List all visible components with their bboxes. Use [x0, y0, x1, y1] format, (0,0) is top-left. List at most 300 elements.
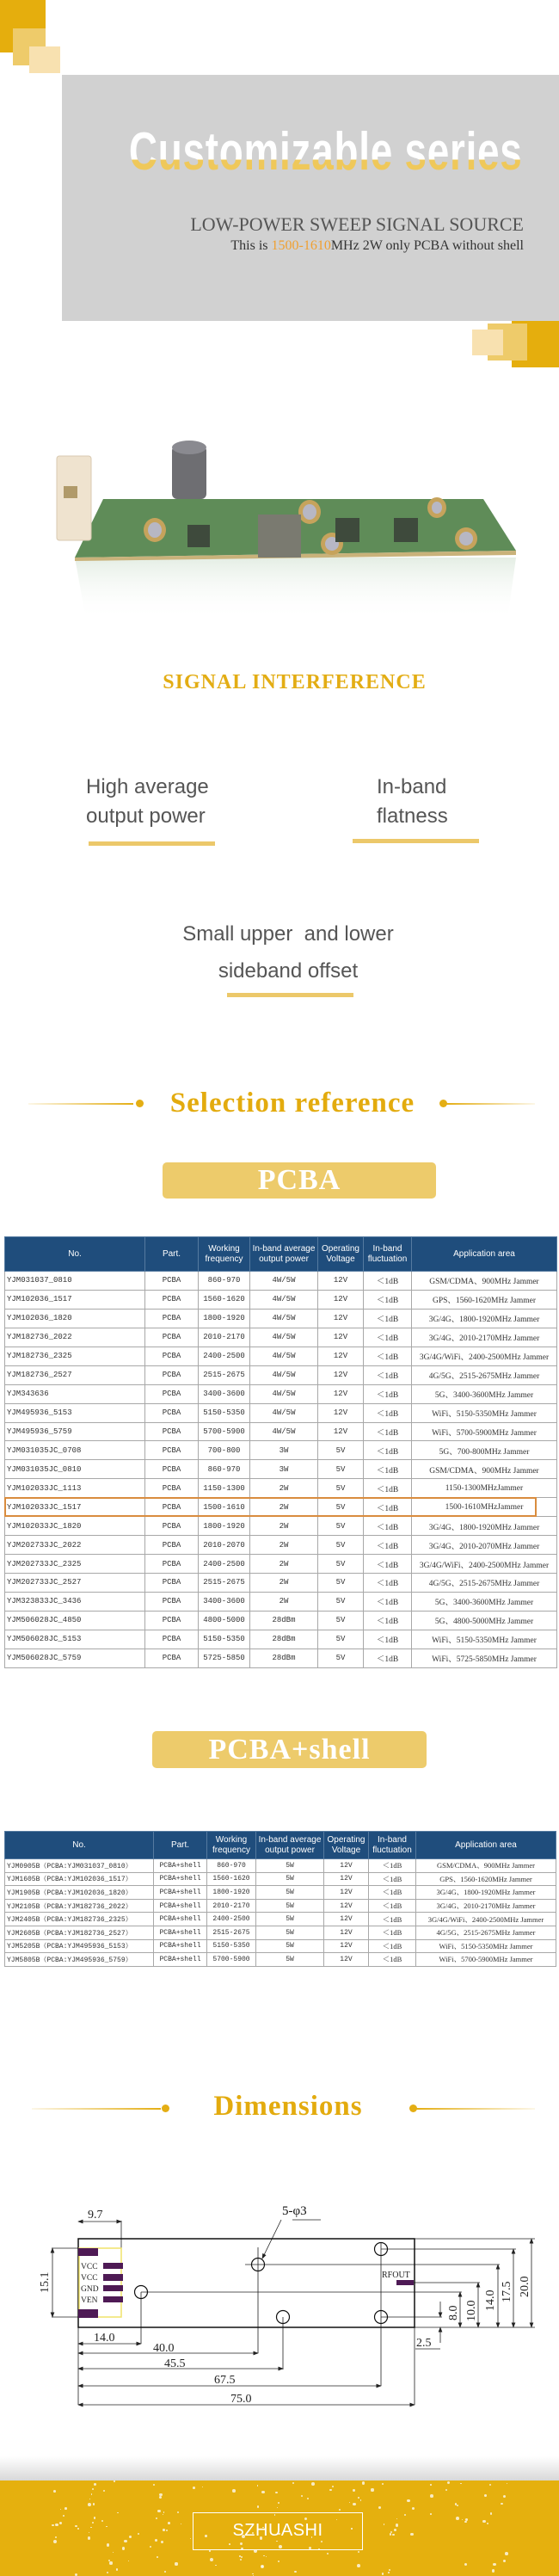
divider-right	[416, 2108, 535, 2110]
sparkle	[103, 2490, 105, 2492]
dimension-drawing	[0, 2185, 559, 2413]
cell-model-no: YJM2605B（PCBA:YJM182736_2527）	[5, 1926, 154, 1939]
mounting-holes	[135, 2243, 388, 2324]
sparkle	[129, 2536, 132, 2538]
cell-frequency: 1560-1620	[207, 1872, 256, 1886]
cell-model-no: YJM343636	[5, 1384, 145, 1403]
shield-can	[258, 515, 301, 558]
cell-fluctuation: ＜1dB	[364, 1422, 412, 1441]
sparkle	[240, 2559, 242, 2561]
cell-voltage: 12V	[324, 1899, 369, 1913]
cell-voltage: 5V	[318, 1574, 364, 1593]
sparkle	[155, 2539, 157, 2542]
sparkle	[75, 2573, 78, 2576]
column-header: Operating Voltage	[324, 1832, 369, 1859]
sparkle	[389, 2569, 390, 2571]
cell-part: PCBA	[145, 1460, 199, 1479]
sparkle	[278, 2502, 280, 2504]
sparkle	[329, 2489, 331, 2491]
column-header: In-band fluctuation	[364, 1237, 412, 1272]
cell-power: 2W	[250, 1592, 318, 1611]
brand-logo: SZHUASHI	[193, 2512, 363, 2550]
sparkle	[307, 2498, 309, 2499]
dim-label: 75.0	[230, 2393, 252, 2406]
column-header: No.	[5, 1832, 154, 1859]
cell-model-no: YJM0905B（PCBA:YJM031037_0810）	[5, 1859, 154, 1873]
cell-power: 4W/5W	[250, 1309, 318, 1328]
dim-label: 14.0	[484, 2289, 497, 2311]
sparkle	[209, 2550, 211, 2552]
sparkle	[94, 2483, 95, 2485]
table-row	[5, 1953, 556, 1967]
pin-label: VCC	[81, 2263, 98, 2271]
divider-right	[445, 1103, 535, 1105]
cell-fluctuation: ＜1dB	[364, 1517, 412, 1536]
cell-part: PCBA	[145, 1479, 199, 1498]
cell-frequency: 2400-2500	[199, 1555, 250, 1574]
sparkle	[456, 2517, 459, 2520]
sparkle	[275, 2492, 278, 2494]
pcba-product-image	[52, 430, 533, 628]
cell-voltage: 5V	[318, 1517, 364, 1536]
table-row	[5, 1517, 557, 1536]
cell-model-no: YJM2105B（PCBA:YJM182736_2022）	[5, 1899, 154, 1913]
cell-power: 2W	[250, 1498, 318, 1517]
sparkle	[94, 2517, 95, 2518]
sparkle	[241, 2556, 243, 2558]
table-row	[5, 1859, 556, 1873]
cell-application: GSM/CDMA、900MHz Jammer	[412, 1272, 557, 1291]
sparkle	[53, 2540, 57, 2543]
column-header: No.	[5, 1237, 145, 1272]
cell-fluctuation: ＜1dB	[364, 1555, 412, 1574]
cell-power: 28dBm	[250, 1611, 318, 1630]
cell-fluctuation: ＜1dB	[369, 1953, 416, 1967]
dim-label: 2.5	[416, 2337, 432, 2350]
cell-application: 5G、4800-5000MHz Jammer	[412, 1611, 557, 1630]
cell-power: 4W/5W	[250, 1384, 318, 1403]
sparkle	[113, 2552, 114, 2553]
sparkle	[339, 2509, 341, 2511]
cell-frequency: 1500-1610	[199, 1498, 250, 1517]
rfout-label: RFOUT	[382, 2271, 410, 2280]
cell-part: PCBA	[145, 1403, 199, 1422]
sparkle	[378, 2506, 381, 2509]
sparkle	[210, 2558, 213, 2561]
sparkle	[278, 2561, 280, 2562]
cell-power: 4W/5W	[250, 1422, 318, 1441]
sparkle	[493, 2563, 496, 2567]
cell-fluctuation: ＜1dB	[364, 1384, 412, 1403]
cell-part: PCBA	[145, 1592, 199, 1611]
cell-application: WiFi、5725-5850MHz Jammer	[412, 1649, 557, 1667]
cell-application: 3G/4G、2010-2170MHz Jammer	[416, 1899, 556, 1913]
pin-labels	[81, 2263, 99, 2305]
cell-frequency: 860-970	[199, 1460, 250, 1479]
sparkle	[311, 2482, 315, 2486]
cell-model-no: YJM182736_2325	[5, 1347, 145, 1365]
sparkle	[462, 2519, 463, 2520]
sparkle	[447, 2481, 450, 2484]
cell-frequency: 1800-1920	[199, 1309, 250, 1328]
cell-power: 2W	[250, 1574, 318, 1593]
cell-power: 5W	[256, 1886, 324, 1900]
sparkle	[107, 2543, 110, 2547]
cell-frequency: 5150-5350	[199, 1403, 250, 1422]
cell-voltage: 12V	[318, 1384, 364, 1403]
sparkle	[122, 2547, 125, 2549]
cell-application: 3G/4G、1800-1920MHz Jammer	[416, 1886, 556, 1900]
feature-underline	[353, 839, 479, 843]
cell-power: 28dBm	[250, 1630, 318, 1649]
cell-voltage: 12V	[318, 1290, 364, 1309]
sparkle	[168, 2522, 170, 2524]
sparkle	[349, 2502, 350, 2503]
column-header: Application area	[412, 1237, 557, 1272]
cell-model-no: YJM506028JC_5153	[5, 1630, 145, 1649]
sparkle	[404, 2514, 406, 2516]
hero-banner	[62, 75, 559, 321]
cell-frequency: 1560-1620	[199, 1290, 250, 1309]
cell-frequency: 5150-5350	[207, 1939, 256, 1953]
sparkle	[445, 2489, 447, 2491]
cell-part: PCBA+shell	[154, 1872, 207, 1886]
feature-underline	[89, 841, 215, 846]
cell-fluctuation: ＜1dB	[369, 1899, 416, 1913]
cell-part: PCBA	[145, 1574, 199, 1593]
cell-frequency: 860-970	[207, 1859, 256, 1873]
hero-title: Customizable series	[129, 122, 523, 182]
sparkle	[124, 2540, 127, 2543]
cell-frequency: 1800-1920	[207, 1886, 256, 1900]
sparkle	[503, 2495, 506, 2498]
cell-frequency: 5700-5900	[207, 1953, 256, 1967]
cell-voltage: 12V	[324, 1913, 369, 1926]
cell-frequency: 2515-2675	[207, 1926, 256, 1939]
table-row	[5, 1939, 556, 1953]
sparkle	[159, 2493, 162, 2496]
cell-model-no: YJM102036_1517	[5, 1290, 145, 1309]
table-row	[5, 1422, 557, 1441]
cell-fluctuation: ＜1dB	[364, 1498, 412, 1517]
table-row	[5, 1479, 557, 1498]
sparkle	[63, 2515, 64, 2517]
cell-fluctuation: ＜1dB	[364, 1460, 412, 1479]
column-header: Operating Voltage	[318, 1237, 364, 1272]
column-header: In-band fluctuation	[369, 1832, 416, 1859]
column-header: Part.	[154, 1832, 207, 1859]
cell-power: 5W	[256, 1939, 324, 1953]
divider-left	[32, 2108, 161, 2110]
table-row	[5, 1886, 556, 1900]
cell-voltage: 12V	[318, 1365, 364, 1384]
cell-model-no: YJM182736_2527	[5, 1365, 145, 1384]
cell-power: 4W/5W	[250, 1290, 318, 1309]
desc-frequency: 1500-1610	[271, 238, 331, 253]
cell-model-no: YJM102033JC_1517	[5, 1498, 145, 1517]
sparkle	[390, 2531, 393, 2534]
cell-voltage: 5V	[318, 1592, 364, 1611]
cell-frequency: 2515-2675	[199, 1574, 250, 1593]
cell-application: GPS、1560-1620MHz Jammer	[412, 1290, 557, 1309]
board-outline	[78, 2239, 415, 2327]
sparkle	[60, 2509, 62, 2511]
table-header-row	[5, 1832, 556, 1859]
sparkle	[396, 2524, 399, 2527]
cell-application: 1150-1300MHzJammer	[412, 1479, 557, 1498]
cell-model-no: YJM1905B（PCBA:YJM102036_1820）	[5, 1886, 154, 1900]
cell-part: PCBA	[145, 1441, 199, 1460]
sparkle	[266, 2556, 267, 2557]
cell-frequency: 1800-1920	[199, 1517, 250, 1536]
sparkle	[108, 2560, 110, 2561]
table-row	[5, 1872, 556, 1886]
sparkle	[164, 2571, 166, 2573]
sparkle	[90, 2527, 91, 2528]
sparkle	[106, 2526, 108, 2528]
cell-frequency: 4800-5000	[199, 1611, 250, 1630]
feature-underline	[227, 993, 353, 997]
sparkle	[394, 2529, 396, 2531]
sparkle	[150, 2546, 151, 2548]
sparkle	[357, 2564, 360, 2567]
sparkle	[232, 2489, 236, 2493]
dim-label: 40.0	[153, 2342, 175, 2355]
sparkle	[109, 2561, 112, 2564]
sparkle	[430, 2494, 433, 2498]
table-row	[5, 1290, 557, 1309]
cell-fluctuation: ＜1dB	[364, 1365, 412, 1384]
sparkle	[138, 2533, 139, 2535]
cell-fluctuation: ＜1dB	[364, 1290, 412, 1309]
desc-suffix: MHz 2W only PCBA without shell	[330, 238, 524, 253]
cell-part: PCBA	[145, 1290, 199, 1309]
cell-fluctuation: ＜1dB	[364, 1272, 412, 1291]
dim-label: 8.0	[447, 2305, 460, 2320]
feature-line: output power	[86, 804, 206, 828]
cell-voltage: 12V	[324, 1886, 369, 1900]
cell-fluctuation: ＜1dB	[369, 1872, 416, 1886]
dim-label: 67.5	[214, 2374, 236, 2387]
sparkle	[382, 2483, 384, 2485]
cell-power: 4W/5W	[250, 1272, 318, 1291]
cell-frequency: 3400-3600	[199, 1592, 250, 1611]
sparkle	[503, 2560, 506, 2562]
cell-application: 3G/4G/WiFi、2400-2500MHz Jammer	[412, 1347, 557, 1365]
cell-voltage: 12V	[324, 1953, 369, 1967]
cell-voltage: 12V	[318, 1422, 364, 1441]
cell-model-no: YJM031037_0810	[5, 1272, 145, 1291]
sparkle	[484, 2494, 487, 2497]
pin-label: GND	[81, 2285, 99, 2294]
cell-frequency: 2400-2500	[207, 1913, 256, 1926]
cell-power: 28dBm	[250, 1649, 318, 1667]
sparkle	[430, 2484, 432, 2486]
cell-fluctuation: ＜1dB	[364, 1574, 412, 1593]
cell-model-no: YJM102033JC_1113	[5, 1479, 145, 1498]
table-row	[5, 1403, 557, 1422]
sparkle	[457, 2505, 458, 2506]
sparkle	[163, 2511, 164, 2512]
table-row	[5, 1365, 557, 1384]
cell-power: 5W	[256, 1899, 324, 1913]
cell-voltage: 5V	[318, 1611, 364, 1630]
dim-label: 9.7	[88, 2209, 103, 2222]
cell-application: WiFi、5150-5350MHz Jammer	[412, 1630, 557, 1649]
cell-voltage: 12V	[318, 1328, 364, 1347]
table-row	[5, 1555, 557, 1574]
sparkle	[487, 2523, 488, 2524]
pcba-section-button: PCBA	[163, 1162, 436, 1199]
cell-fluctuation: ＜1dB	[364, 1309, 412, 1328]
cell-model-no: YJM182736_2022	[5, 1328, 145, 1347]
cell-fluctuation: ＜1dB	[364, 1630, 412, 1649]
table-row	[5, 1913, 556, 1926]
cell-power: 2W	[250, 1517, 318, 1536]
cell-voltage: 5V	[318, 1460, 364, 1479]
cell-frequency: 5725-5850	[199, 1649, 250, 1667]
sparkle	[55, 2536, 57, 2538]
sparkle	[482, 2520, 485, 2523]
cell-frequency: 2010-2170	[207, 1899, 256, 1913]
cell-application: 3G/4G、2010-2170MHz Jammer	[412, 1328, 557, 1347]
sparkle	[362, 2481, 365, 2484]
cell-application: GPS、1560-1620MHz Jammer	[416, 1872, 556, 1886]
pcba-shell-table	[4, 1831, 556, 1967]
sparkle	[465, 2518, 468, 2521]
cell-fluctuation: ＜1dB	[369, 1913, 416, 1926]
sparkle	[92, 2522, 94, 2524]
sparkle	[327, 2553, 329, 2554]
cell-model-no: YJM202733JC_2527	[5, 1574, 145, 1593]
sparkle	[392, 2534, 395, 2536]
sparkle	[332, 2486, 335, 2488]
sparkle	[257, 2485, 258, 2486]
chip	[187, 525, 210, 547]
cell-power: 2W	[250, 1536, 318, 1555]
column-header: In-band average output power	[256, 1832, 324, 1859]
cell-frequency: 1150-1300	[199, 1479, 250, 1498]
table-row	[5, 1592, 557, 1611]
cell-model-no: YJM031035JC_0810	[5, 1460, 145, 1479]
cell-fluctuation: ＜1dB	[369, 1939, 416, 1953]
table-row	[5, 1441, 557, 1460]
cell-frequency: 2010-2170	[199, 1328, 250, 1347]
cell-part: PCBA	[145, 1347, 199, 1365]
sparkle	[358, 2551, 359, 2553]
cell-part: PCBA+shell	[154, 1939, 207, 1953]
sparkle	[277, 2507, 278, 2508]
sparkle	[75, 2525, 77, 2527]
sparkle	[464, 2563, 467, 2566]
cell-application: WiFi、5150-5350MHz Jammer	[412, 1403, 557, 1422]
divider-left	[28, 1103, 133, 1105]
dimensions-title: Dimensions	[213, 2091, 363, 2122]
sparkle	[371, 2488, 373, 2491]
deco-square-light-2	[472, 330, 503, 355]
table-row	[5, 1272, 557, 1291]
cell-application: 4G/5G、2515-2675MHz Jammer	[416, 1926, 556, 1939]
cell-fluctuation: ＜1dB	[364, 1347, 412, 1365]
cell-fluctuation: ＜1dB	[364, 1441, 412, 1460]
sparkle	[88, 2536, 91, 2540]
cell-fluctuation: ＜1dB	[369, 1886, 416, 1900]
cell-model-no: YJM506028JC_5759	[5, 1649, 145, 1667]
cell-model-no: YJM506028JC_4850	[5, 1611, 145, 1630]
table-row	[5, 1574, 557, 1593]
cell-voltage: 12V	[324, 1872, 369, 1886]
cell-fluctuation: ＜1dB	[364, 1403, 412, 1422]
cell-frequency: 2515-2675	[199, 1365, 250, 1384]
table-row	[5, 1649, 557, 1667]
sparkle	[52, 2524, 53, 2526]
sparkle	[464, 2521, 467, 2524]
cell-frequency: 5700-5900	[199, 1422, 250, 1441]
sparkle	[505, 2552, 508, 2555]
sparkle	[353, 2503, 356, 2506]
cell-model-no: YJM031035JC_0708	[5, 1441, 145, 1460]
hero-description	[230, 239, 524, 253]
cell-application: 4G/5G、2515-2675MHz Jammer	[412, 1574, 557, 1593]
sparkle	[55, 2524, 58, 2526]
cell-model-no: YJM5205B（PCBA:YJM495936_5153）	[5, 1939, 154, 1953]
sparkle	[410, 2533, 414, 2536]
cell-part: PCBA+shell	[154, 1926, 207, 1939]
sparkle	[412, 2507, 415, 2510]
table-row	[5, 1899, 556, 1913]
cell-model-no: YJM102036_1820	[5, 1309, 145, 1328]
sparkle	[163, 2529, 164, 2530]
cell-power: 5W	[256, 1953, 324, 1967]
sparkle	[215, 2565, 216, 2566]
cell-application: GSM/CDMA、900MHz Jammer	[416, 1859, 556, 1873]
table-row	[5, 1384, 557, 1403]
cell-part: PCBA	[145, 1365, 199, 1384]
sparkle	[117, 2512, 118, 2513]
sparkle	[263, 2555, 265, 2557]
sparkle	[156, 2517, 157, 2519]
cell-power: 5W	[256, 1926, 324, 1939]
sparkle	[116, 2568, 118, 2570]
sparkle	[93, 2503, 95, 2505]
sparkle	[77, 2528, 79, 2530]
cell-voltage: 12V	[324, 1926, 369, 1939]
dim-label: 20.0	[519, 2276, 531, 2297]
holes-label: 5-φ3	[282, 2204, 307, 2218]
pcba-table	[4, 1236, 557, 1668]
table-row	[5, 1309, 557, 1328]
table-row	[5, 1611, 557, 1630]
cell-application: 5G、3400-3600MHz Jammer	[412, 1384, 557, 1403]
feature-line: sideband offset	[218, 959, 359, 983]
pcba-shell-section-button: PCBA+shell	[152, 1731, 427, 1768]
column-header: Working frequency	[207, 1832, 256, 1859]
dim-label: 15.1	[39, 2271, 52, 2293]
cell-part: PCBA	[145, 1328, 199, 1347]
cell-application: 5G、700-800MHz Jammer	[412, 1441, 557, 1460]
table-row	[5, 1630, 557, 1649]
cell-voltage: 12V	[318, 1403, 364, 1422]
cell-part: PCBA+shell	[154, 1899, 207, 1913]
cell-power: 3W	[250, 1460, 318, 1479]
cell-fluctuation: ＜1dB	[364, 1611, 412, 1630]
rfout-pad	[396, 2280, 414, 2285]
selected-row-highlight	[4, 1497, 537, 1517]
cell-application: WiFi、5700-5900MHz Jammer	[412, 1422, 557, 1441]
column-header: Working frequency	[199, 1237, 250, 1272]
column-header: Part.	[145, 1237, 199, 1272]
sparkle	[261, 2491, 265, 2494]
